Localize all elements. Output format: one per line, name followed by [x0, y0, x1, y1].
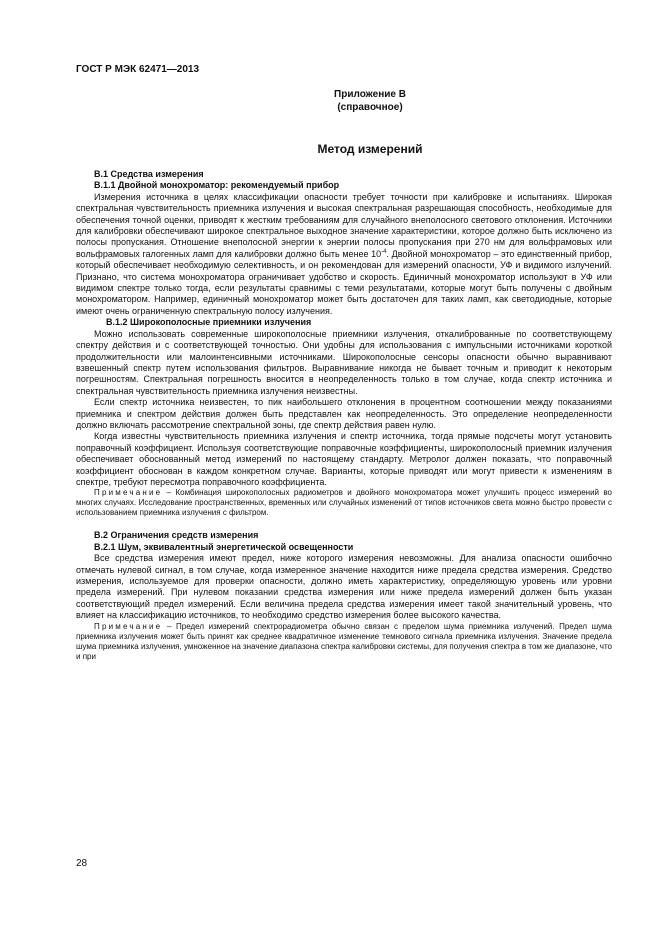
paragraph-b1-1-part2: . Двойной монохроматор – это единственный прибор, который обеспечивает необходимую селективность, и он рекомендован для измерений опасности, УФ и видимого излучений. Признано, что система монохроматора ограничивает удобство и скорость. Единичный монохроматор используют в УФ или видимом спектре только тогда, если результаты сравнимы с теми результатами, которые могут быть получены с двойным монохроматором. Например, единичный монохроматор может быть достаточен для таких ламп, как светодиодные, которые имеют очень ограниченную спектральную полосу излучения. [76, 248, 612, 316]
page-number: 28 [76, 858, 88, 869]
note-b1 [76, 488, 612, 518]
paragraph-b1-1 [76, 192, 612, 317]
note-label: Примечание [94, 488, 163, 498]
exponent: -4 [381, 248, 387, 255]
paragraph-b1-2-2: Если спектр источника неизвестен, то пик наибольшего отклонения в процентном соотношении между показаниями приемника и спектром действия должен быть представлен как неопределенность. Это определение неопределенности должно включать рассмотрение спектральной зоны, где спектр действия равен нулю. [76, 397, 612, 430]
paragraph-b1-2-3: Когда известны чувствительность приемника излучения и спектр источника, тогда прямые подсчеты могут установить поправочный коэффициент. Используя соответствующие поправочные коэффициенты, широкополосный приемник излучения обеспечивает обоснованный метод измерений по настоящему стандарту. Метролог должен показать, что поправочный коэффициент обоснован в каждом конкретном случае. Варианты, которые приводят или могут привести к изменениям в спектре, требуют пересмотра поправочного коэффициента. [76, 431, 612, 487]
annex-heading [220, 88, 520, 114]
annex-title: Приложение В [334, 89, 406, 100]
standard-header: ГОСТ Р МЭК 62471—2013 [76, 64, 200, 75]
section-title: Метод измерений [317, 142, 423, 156]
paragraph-b1-1-part1: Измерения источника в целях классификации опасности требует точности при калибровке и испытаниях. Широкая спектральная чувствительность приемника излучения и высокая спектральная разрешающая способность, необходимые для обеспечения точной оценки, приводят к жестким требованиям для случайного внеполосного светового отклонения. Источники для калибровки обеспечивают широкое спектральное выходное значение характеристики, которое должно быть исключено из полосы пропускания. Отношение внеполосной энергии к энергии полосы пропускания при 270 нм для вольфрамовых или вольфрамовых галогенных ламп для калибровки должно быть менее 10 [76, 191, 612, 259]
note-b2 [76, 622, 612, 662]
paragraph-b1-2-1: Можно использовать современные широкополосные приемники излучения, откалиброванные по соответствующему спектру действия и с соответствующей точностью. Они удобны для использования с импульсными источниками короткой продолжительности или малоинтенсивными источниками. Широкополосные сенсоры опасности обычно выравнивают взвешенный спектр путем использования фильтров. Выравнивание никогда не бывает точным и приводит к некоторым погрешностям. Спектральная погрешность вносится в неопределенность только в том случае, когда спектр источника и спектральная чувствительность приемника излучения неизвестны. [76, 328, 612, 396]
heading-b1: В.1 Средства измерения [94, 169, 204, 179]
annex-subtitle: (справочное) [337, 102, 403, 113]
note-text: – Предел измерений спектрорадиометра обычно связан с пределом шума приемника излучений. Предел шума приемника излучения может быть принят как среднее квадратичное изменение темнового сигнала приемника излучения. Значение предела шума приемника излучения, умноженное на значение диапазона спектра калибровки системы, для получения спектра в том же диапазоне, что и при [76, 621, 612, 661]
note-text: – Комбинация широкополосных радиометров и двойного монохроматора может улучшить процесс измерений во многих случаях. Исследование пространственных, временных или случайных изменений от типов источников света можно быстро провести с использованием приемника излучения с фильтром. [76, 488, 612, 518]
paragraph-b2-1: Все средства измерения имеют предел, ниже которого измерения невозможны. Для анализа опасности ошибочно отмечать нулевой сигнал, в том случае, когда измеренное значение находится ниже предела средства измерения. Средство измерения, используемое для проверки опасности, должно иметь характеристику, определяющую уровень или уровни предела измерений. При нулевом показании средства измерения или ниже предела измерений должен быть указан соответствующий предел измерений. Если величина предела средства измерения имеет такой значительный уровень, что влияет на классификацию источников, то необходимо средство измерения более высокого качества. [76, 553, 612, 621]
heading-b1-2: В.1.2 Широкополосные приемники излучения [106, 317, 312, 328]
document-body [76, 169, 612, 662]
heading-b1-1: В.1.1 Двойной монохроматор: рекомендуемый прибор [94, 180, 340, 191]
note-label: Примечание [94, 621, 163, 631]
spacer [76, 518, 612, 530]
heading-b2: В.2 Ограничения средств измерения [94, 530, 259, 541]
heading-b2-1: В.2.1 Шум, эквивалентный энергетической освещенности [94, 541, 354, 552]
